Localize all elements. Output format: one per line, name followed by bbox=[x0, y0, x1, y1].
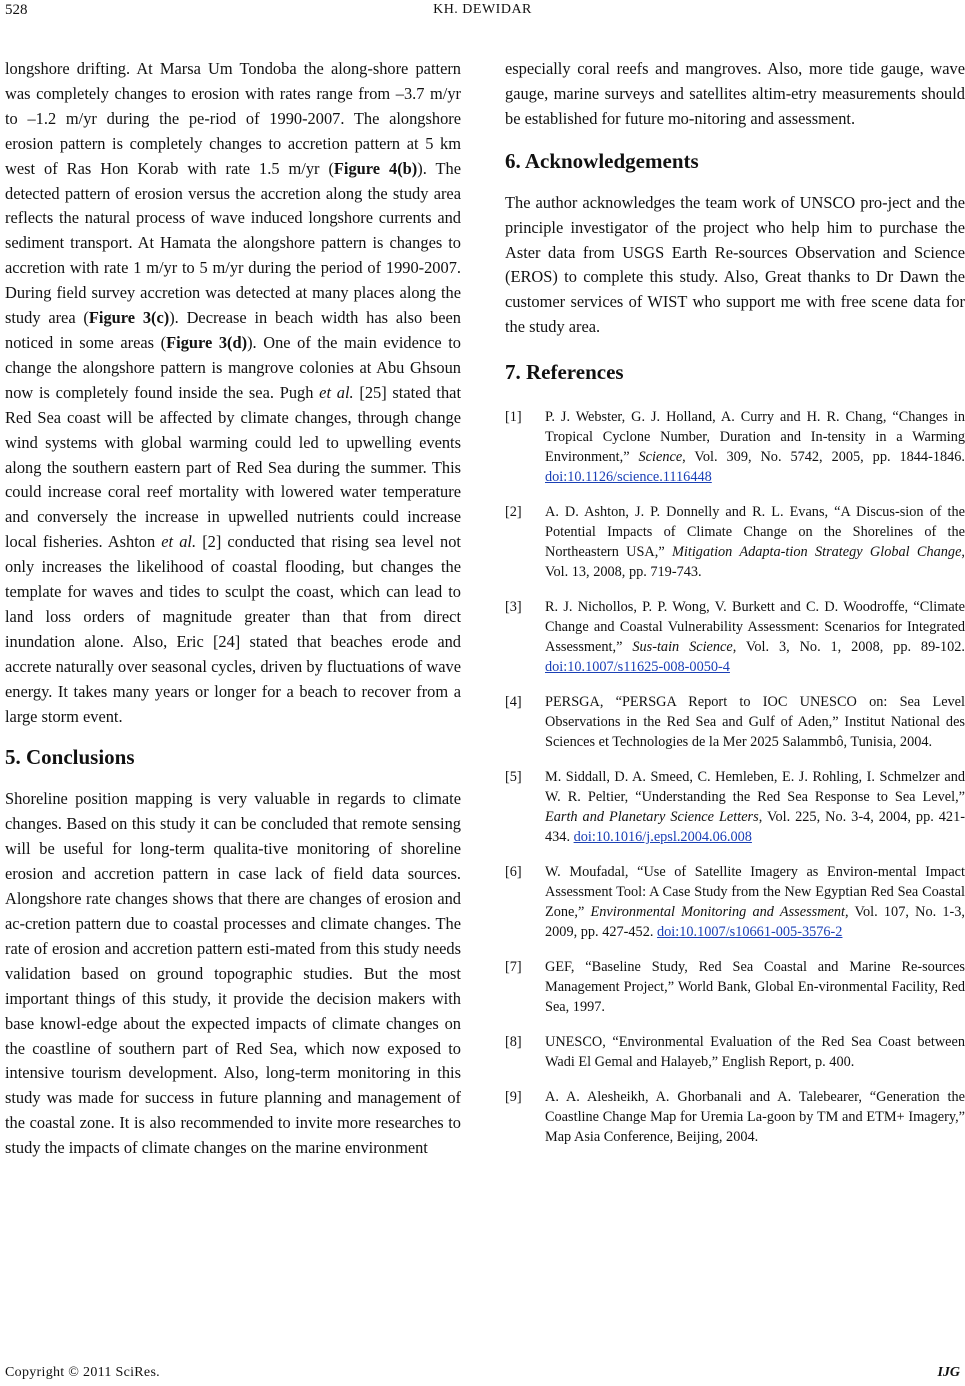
reference-number: [9] bbox=[505, 1089, 522, 1106]
reference-list bbox=[505, 407, 965, 1147]
doi-link[interactable]: doi:10.1016/j.epsl.2004.06.008 bbox=[573, 829, 752, 846]
reference-number: [6] bbox=[505, 864, 522, 881]
reference-item: [5] M. Siddall, D. A. Smeed, C. Hemleben, E. J. Rohling, I. Schmelzer and W. R. Peltier, “Understanding the Red Sea Response to Sea Level,” Earth and Planetary Science Letters, Vol. 225, No. 3-4, 2004, pp. 421-434. doi:10.1016/j.epsl.2004.06.008 bbox=[505, 769, 965, 846]
figure-ref: Figure 4(b) bbox=[333, 158, 418, 178]
page-number: 528 bbox=[5, 2, 28, 18]
doi-link[interactable]: doi:10.1007/s11625-008-0050-4 bbox=[545, 659, 730, 676]
figure-ref: Figure 3(d) bbox=[166, 332, 248, 352]
reference-item: [3] R. J. Nichollos, P. P. Wong, V. Burkett and C. D. Woodroffe, “Climate Change and Coastal Vulnerability Assessment: Scenarios for Integrated Assessment,” Sus-tain Science, Vol. 3, No. 1, 2008, pp. 89-102. doi:10.1007/s11625-008-0050-4 bbox=[505, 599, 965, 676]
reference-item: [6] W. Moufadal, “Use of Satellite Imagery as Environ-mental Impact Assessment Tool: A Case Study from the New Egyptian Red Sea Coastal Zone,” Environmental Monitoring and Assessment, Vol. 107, No. 1-3, 2009, pp. 427-452. doi:10.1007/s10661-005-3576-2 bbox=[505, 864, 965, 941]
reference-number: [4] bbox=[505, 694, 522, 711]
body-paragraph-discussion: longshore drifting. At Marsa Um Tondoba the along-shore pattern was completely changes to erosion with rates range from –3.7 m/yr to –1.2 m/yr during the pe-riod of 1990-2007. The alongshore erosion pattern is completely changes to accretion pattern at 5 km west of Ras Hon Korab with rate 1.5 m/yr (Figure 4(b)). The detected pattern of erosion versus the accretion along the study area reflects the natural process of wave induced longshore currents and sediment transport. At Hamata the alongshore pattern is changes to accretion with rate 1 m/yr to 5 m/yr during the period of 1990-2007. During field survey accretion was detected at many places along the study area (Figure 3(c)). Decrease in beach width has also been noticed in some areas (Figure 3(d)). One of the main evidence to change the alongshore pattern is mangrove colonies at Abu Ghsoun now is completely found inside the sea. Pugh et al. [25] stated that Red Sea coast will be affected by climate changes, through change wind systems with global warming could led to upwelling events along the southern eastern part of Red Sea during the summer. This could increase coral reef mortality with lowered water temperature and conversely the increase in upwelled nutrients could increase local fisheries. Ashton et al. [2] conducted that rising sea level not only increases the likelihood of coastal flooding, but changes the template for waves and tides to sculpt the coast, which can lead to land loss orders of magnitude greater than that from direct inundation alone. Also, Eric [24] stated that beaches erode and accrete naturally over seasonal cycles, driven by fluctuations of wave energy. It takes many years or longer for a beach to recover from a large storm event. bbox=[5, 59, 461, 726]
reference-number: [3] bbox=[505, 599, 522, 616]
reference-item: [2] A. D. Ashton, J. P. Donnelly and R. L. Evans, “A Discus-sion of the Potential Impacts of Climate Change on the Shorelines of the Northeastern USA,” Mitigation Adapta-tion Strategy Global Change, Vol. 13, 2008, pp. 719-743. bbox=[505, 504, 965, 581]
reference-item: [8] UNESCO, “Environmental Evaluation of the Red Sea Coast between Wadi El Gemal and Halayeb,” English Report, p. 400. bbox=[505, 1034, 965, 1071]
reference-number: [2] bbox=[505, 504, 522, 521]
doi-link[interactable]: doi:10.1126/science.1116448 bbox=[545, 469, 712, 486]
section-heading-conclusions: 5. Conclusions bbox=[5, 745, 135, 770]
reference-number: [5] bbox=[505, 769, 522, 786]
page-footer bbox=[5, 1365, 960, 1383]
left-column bbox=[5, 57, 461, 1161]
body-paragraph-conclusions: Shoreline position mapping is very valuable in regards to climate changes. Based on this study it can be concluded that remote sensing will be useful for long-term qualita-tive monitoring of shoreline erosion and accretion pattern in case lack of field data sources. Alongshore rate changes shows that there are changes of erosion and ac-cretion pattern due to coastal processes and climate changes. The rate of erosion and accretion pattern esti-mated from this study needs validation based on ground topographic studies. But the most important things of this study, it provide the decision makers with base knowl-edge about the expected impacts of climate changes on the coastline of southern part of Red Sea, which now exposed to intensive tourism development. Also, long-term monitoring in this study was made for success in future planning and management of the coastal zone. It is also recommended to invite more researches to study the impacts of climate changes on the marine environment bbox=[5, 789, 461, 1158]
journal-abbrev: IJG bbox=[937, 1365, 960, 1380]
figure-ref: Figure 3(c) bbox=[88, 308, 170, 328]
copyright-notice: Copyright © 2011 SciRes. bbox=[5, 1365, 160, 1380]
reference-item: [1] P. J. Webster, G. J. Holland, A. Curry and H. R. Chang, “Changes in Tropical Cyclone Number, Duration and In-tensity in a Warming Environment,” Science, Vol. 309, No. 5742, 2005, pp. 1844-1846. doi:10.1126/science.1116448 bbox=[505, 409, 965, 486]
section-heading-acknowledgements: 6. Acknowledgements bbox=[505, 148, 699, 173]
reference-number: [8] bbox=[505, 1034, 522, 1051]
reference-item: [9] A. A. Alesheikh, A. Ghorbanali and A. Talebearer, “Generation the Coastline Change Map for Uremia La-goon by TM and ETM+ Imagery,” Map Asia Conference, Beijing, 2004. bbox=[505, 1089, 965, 1146]
section-heading-references: 7. References bbox=[505, 360, 624, 385]
running-head: KH. DEWIDAR bbox=[433, 2, 532, 17]
reference-item: [4] PERSGA, “PERSGA Report to IOC UNESCO on: Sea Level Observations in the Red Sea and Gulf of Aden,” Institut National des Sciences et Technologies de la Mer 2025 Salammbô, Tunisia, 2004. bbox=[505, 694, 965, 751]
doi-link[interactable]: doi:10.1007/s10661-005-3576-2 bbox=[657, 924, 843, 941]
body-paragraph-continuation: especially coral reefs and mangroves. Also, more tide gauge, wave gauge, marine surveys and satellites altim-etry measurements should be established for future mo-nitoring and assessment. bbox=[505, 59, 965, 128]
right-column bbox=[505, 57, 965, 1162]
reference-number: [1] bbox=[505, 409, 522, 426]
page-header bbox=[0, 0, 965, 22]
reference-item: [7] GEF, “Baseline Study, Red Sea Coastal and Marine Re-sources Management Project,” World Bank, Global En-vironmental Facility, Red Sea, 1997. bbox=[505, 959, 965, 1016]
reference-number: [7] bbox=[505, 959, 522, 976]
body-paragraph-acknowledgements: The author acknowledges the team work of UNSCO pro-ject and the principle investigator of the project who help him to purchase the Aster data from USGS Earth Re-sources Observation and Science (EROS) to complete this study. Also, Great thanks to Dr Dawn the customer services of WIST who support me with free scene data for the study area. bbox=[505, 192, 965, 337]
